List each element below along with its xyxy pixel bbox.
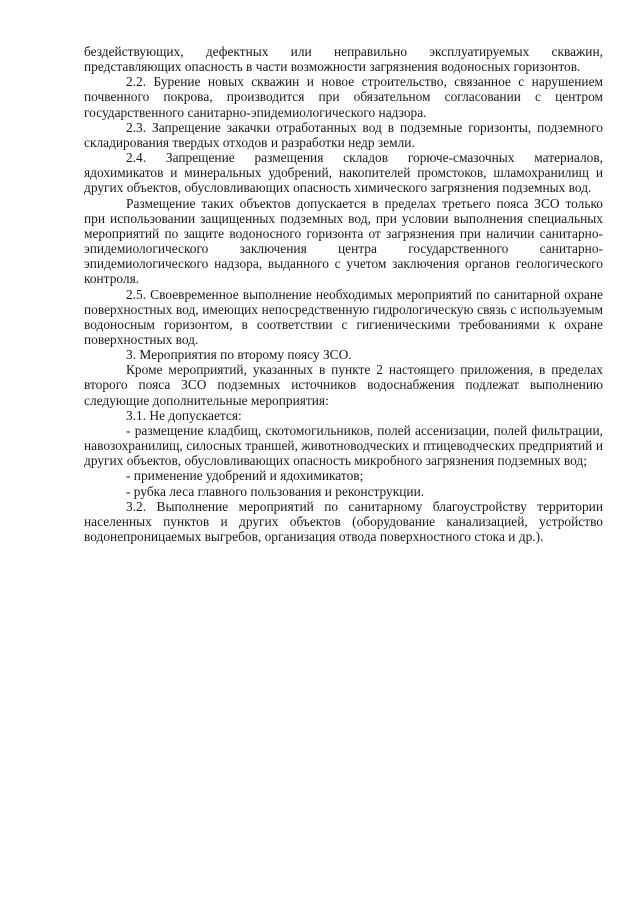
list-item-3-1-b: - применение удобрений и ядохимикатов;: [126, 468, 364, 484]
document-page: [84, 44, 603, 544]
paragraph-2-3: 2.3. Запрещение закачки отработанных вод в подземные горизонты, подземного складирования твердых отходов и разработки недр земли.: [84, 119, 603, 150]
list-item-3-1-c: - рубка леса главного пользования и реконструкции.: [126, 483, 425, 499]
paragraph-2-2: 2.2. Бурение новых скважин и новое строительство, связанное с нарушением почвенного покрова, производится при обязательном согласовании с центром государственного санитарно-эпидемиологического надзора.: [84, 74, 603, 120]
paragraph-placement-allowed: Размещение таких объектов допускается в пределах третьего пояса ЗСО только при использовании защищенных подземных вод, при условии выполнения специальных мероприятий по защите водоносного горизонта от загрязнения при наличии санитарно-эпидемиологического заключения центра государственного санитарно-эпидемиологического надзора, выданного с учетом заключения органов геологического контроля.: [84, 195, 603, 287]
paragraph-3-intro: Кроме мероприятий, указанных в пункте 2 настоящего приложения, в пределах второго пояса ЗСО подземных источников водоснабжения подлежат выполнению следующие дополнительные мероприятия:: [84, 362, 603, 408]
paragraph-2-5: 2.5. Своевременное выполнение необходимых мероприятий по санитарной охране поверхностных вод, имеющих непосредственную гидрологическую связь с используемым водоносным горизонтом, в соответствии с гигиеническими требованиями к охране поверхностных вод.: [84, 286, 603, 347]
list-item-3-1-a: - размещение кладбищ, скотомогильников, полей ассенизации, полей фильтрации, навозохранилищ, силосных траншей, животноводческих и птицеводческих предприятий и других объектов, обусловливающих опасность микробного загрязнения подземных вод;: [84, 422, 603, 469]
paragraph-3-2: 3.2. Выполнение мероприятий по санитарному благоустройству территории населенных пунктов и других объектов (оборудование канализацией, устройство водонепроницаемых выгребов, организация отвода поверхностного стока и др.).: [84, 498, 603, 544]
paragraph-2-4: 2.4. Запрещение размещения складов горюче-смазочных материалов, ядохимикатов и минеральных удобрений, накопителей промстоков, шламохранилищ и других объектов, обусловливающих опасность химического загрязнения подземных вод.: [84, 150, 603, 196]
paragraph-continuation: бездействующих, дефектных или неправильно эксплуатируемых скважин, представляющих опасность в части возможности загрязнения водоносных горизонтов.: [84, 44, 603, 75]
paragraph-3-1: 3.1. Не допускается:: [126, 407, 242, 423]
section-heading-3: 3. Мероприятия по второму поясу ЗСО.: [126, 347, 352, 363]
